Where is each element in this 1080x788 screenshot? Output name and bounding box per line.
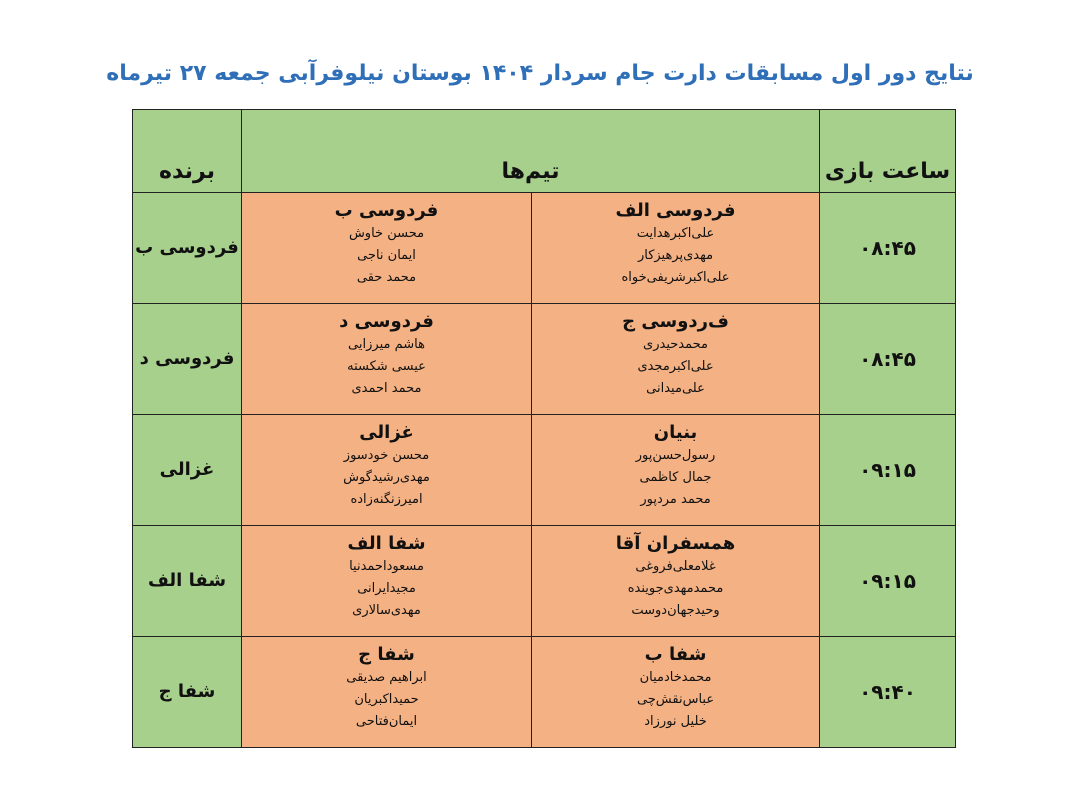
team-a-cell [532, 637, 820, 748]
team-b-cell [242, 193, 532, 304]
team-b-name: شفا الف [347, 533, 426, 554]
player: علی‌اکبرشریفی‌خواه [621, 270, 730, 285]
match-time: ۰۹:۱۵ [820, 526, 956, 637]
team-a-name: بنیان [653, 422, 698, 443]
team-a-name: همسفران آقا [615, 533, 736, 554]
player: ابراهیم صدیقی [346, 670, 427, 685]
match-time: ۰۸:۴۵ [820, 193, 956, 304]
team-b-cell [242, 526, 532, 637]
player: مهدی‌سالاری [352, 603, 421, 618]
player: امیرزنگنه‌زاده [350, 492, 423, 507]
player: محسن خودسوز [343, 448, 430, 463]
team-b-cell [242, 415, 532, 526]
player: غلامعلی‌فروغی [635, 559, 716, 574]
match-winner: فردوسی ب [133, 193, 242, 304]
header-winner: برنده [133, 110, 242, 193]
team-a-cell [532, 415, 820, 526]
player: خلیل نورزاد [644, 714, 707, 729]
player: وحیدجهان‌دوست [631, 603, 720, 618]
player: حمیداکبریان [354, 692, 419, 707]
match-row [133, 415, 956, 526]
results-table [132, 109, 956, 748]
player: علی‌اکبرهدایت [636, 226, 715, 241]
player: محمدمهدی‌جوینده [627, 581, 724, 596]
player: هاشم میرزایی [348, 337, 425, 352]
match-time: ۰۹:۴۰ [820, 637, 956, 748]
player: ایمان‌فتاحی [355, 714, 418, 729]
match-winner: فردوسی د [133, 304, 242, 415]
player: مسعوداحمدنیا [349, 559, 424, 574]
player: محمد احمدی [351, 381, 422, 396]
team-b-name: فردوسی د [339, 311, 434, 332]
team-b-name: فردوسی ب [334, 200, 439, 221]
team-a-name: شفا ب [644, 644, 707, 665]
player: جمال کاظمی [639, 470, 712, 485]
match-winner: غزالی [133, 415, 242, 526]
player: رسول‌حسن‌پور [635, 448, 716, 463]
match-time: ۰۹:۱۵ [820, 415, 956, 526]
match-row [133, 637, 956, 748]
player: علی‌اکبرمجدی [637, 359, 714, 374]
team-a-cell [532, 526, 820, 637]
player: محسن خاوش [348, 226, 425, 241]
player: علی‌میدانی [646, 381, 705, 396]
match-time: ۰۸:۴۵ [820, 304, 956, 415]
team-b-cell [242, 637, 532, 748]
player: عباس‌نقش‌چی [636, 692, 715, 707]
team-a-name: فردوسی الف [615, 200, 736, 221]
match-row [133, 304, 956, 415]
header-row [133, 110, 956, 193]
match-winner: شفا الف [133, 526, 242, 637]
team-b-name: شفا ج [358, 644, 415, 665]
team-b-cell [242, 304, 532, 415]
player: مجیدایرانی [357, 581, 416, 596]
header-time: ساعت بازی [820, 110, 956, 193]
team-a-cell [532, 193, 820, 304]
header-teams: تیم‌ها [242, 110, 820, 193]
player: مهدی‌پرهیزکار [637, 248, 714, 263]
player: ایمان ناجی [357, 248, 416, 263]
player: محمدحیدری [643, 337, 708, 352]
team-b-name: غزالی [359, 422, 414, 443]
player: عیسی شکسته [347, 359, 426, 374]
team-a-cell [532, 304, 820, 415]
page-title: نتایج دور اول مسابقات دارت جام سردار ۱۴۰۴ بوستان نیلوفرآبی جمعه ۲۷ تیرماه [106, 61, 974, 86]
player: مهدی‌رشیدگوش [343, 470, 430, 485]
match-row [133, 526, 956, 637]
player: محمد مردپور [640, 492, 711, 507]
player: محمد حقی [356, 270, 417, 285]
match-row [133, 193, 956, 304]
player: محمدخادمیان [639, 670, 712, 685]
match-winner: شفا ج [133, 637, 242, 748]
team-a-name: ف‌ردوسی ج [622, 311, 729, 332]
